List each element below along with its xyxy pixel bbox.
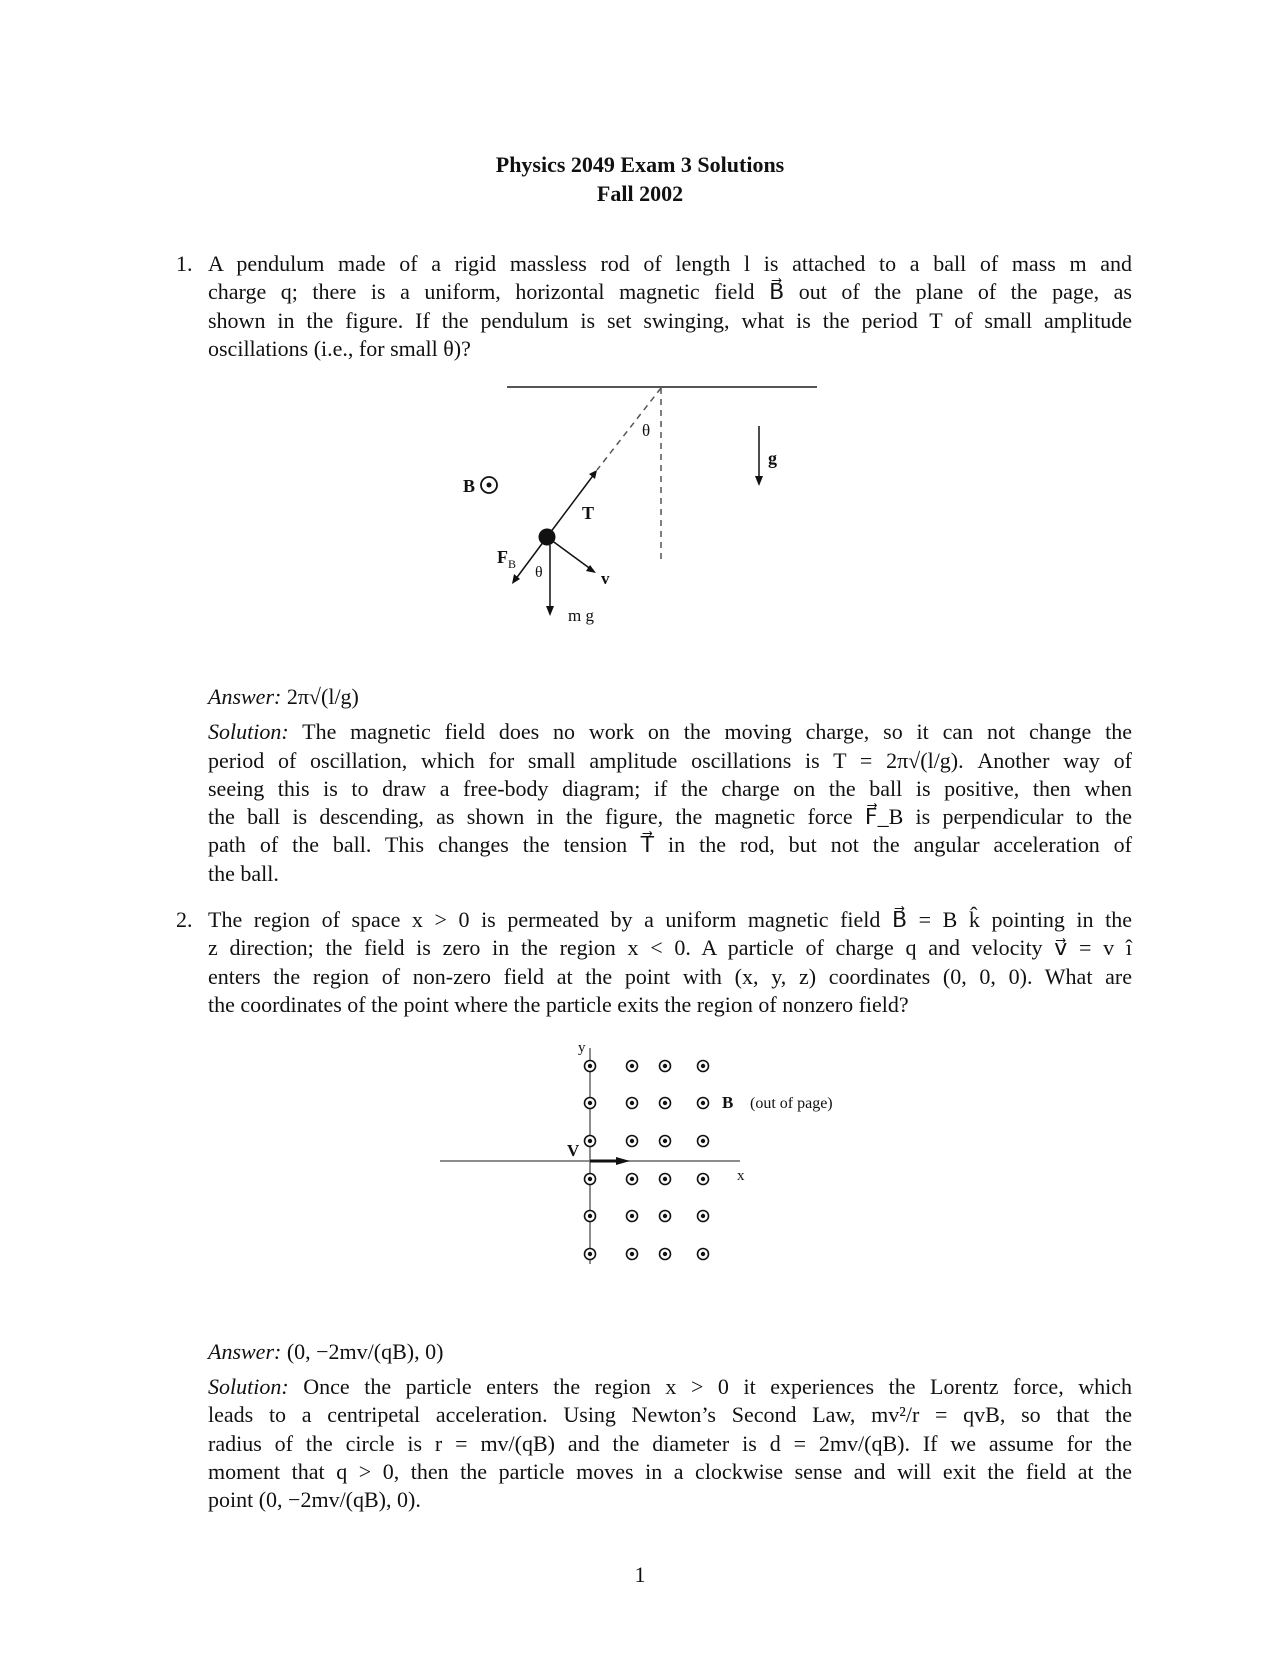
question-1-line: oscillations (i.e., for small θ)? — [208, 336, 471, 361]
field-dot — [701, 1101, 705, 1105]
field-dot — [701, 1177, 705, 1181]
weight-arrowhead — [546, 606, 554, 616]
document-term: Fall 2002 — [596, 181, 684, 206]
question-2-line: the coordinates of the point where the particle exits the region of nonzero field? — [208, 992, 909, 1017]
tension-arrowhead — [589, 470, 597, 479]
question-2-line: The region of space x > 0 is permeated by a uniform magnetic field B⃗ = B k̂ pointing in the — [208, 907, 1132, 932]
answer-1-value: 2π√(l/g) — [286, 684, 359, 709]
gravity-arrowhead — [755, 476, 763, 486]
field-dot — [630, 1064, 634, 1068]
velocity-label: V — [567, 1141, 580, 1160]
solution-2-line: point (0, −2mv/(qB), 0). — [208, 1487, 421, 1512]
question-2-line: enters the region of non-zero field at the point with (x, y, z) coordinates (0, 0, 0). What are — [208, 964, 1132, 989]
tension-label: T — [582, 503, 595, 523]
velocity-arrowhead — [616, 1157, 630, 1165]
g-label: g — [768, 448, 777, 468]
solution-1-label: Solution: — [208, 719, 289, 744]
field-dot — [663, 1064, 667, 1068]
x-axis-label: x — [737, 1168, 745, 1184]
question-1-line: A pendulum made of a rigid massless rod of length l is attached to a ball of mass m and — [208, 251, 1132, 276]
field-dot — [588, 1252, 592, 1256]
question-2-line: z direction; the field is zero in the region x < 0. A particle of charge q and velocity v⃗ = v î — [208, 935, 1132, 960]
field-dot — [630, 1177, 634, 1181]
field-dot — [630, 1101, 634, 1105]
field-dot — [588, 1101, 592, 1105]
field-dot — [630, 1139, 634, 1143]
field-dot — [630, 1252, 634, 1256]
solution-1-line: period of oscillation, which for small amplitude oscillations is T = 2π√(l/g). Another way of — [208, 748, 1132, 773]
solution-1-line: the ball. — [208, 861, 279, 886]
field-dot — [701, 1064, 705, 1068]
solution-1-line: the ball is descending, as shown in the figure, the magnetic force F⃗_B is perpendicular to the — [208, 804, 1132, 829]
y-axis-label: y — [578, 1040, 586, 1056]
velocity-arrow — [547, 537, 592, 570]
question-1-line: shown in the figure. If the pendulum is set swinging, what is the period T of small amplitude — [208, 308, 1132, 333]
field-dot — [588, 1139, 592, 1143]
field-dot — [630, 1214, 634, 1218]
solution-2-label: Solution: — [208, 1374, 289, 1399]
question-1-number: 1. — [176, 251, 193, 276]
velocity-label: v — [601, 569, 610, 588]
solution-2-line: radius of the circle is r = mv/(qB) and the diameter is d = 2mv/(qB). If we assume for the — [208, 1431, 1132, 1456]
field-dot — [588, 1177, 592, 1181]
field-dot — [588, 1064, 592, 1068]
answer-1-label: Answer: — [208, 684, 282, 709]
field-dot — [588, 1214, 592, 1218]
question-2-number: 2. — [176, 907, 193, 932]
field-dot — [663, 1214, 667, 1218]
solution-1-line: path of the ball. This changes the tension T⃗ in the rod, but not the angular acceleration of — [208, 832, 1132, 857]
out-of-page-dot — [487, 483, 492, 488]
solution-2-text: Once the particle enters the region x > 0 it experiences the Lorentz force, which — [303, 1374, 1133, 1399]
solution-1-text: The magnetic field does no work on the moving charge, so it can not change the — [302, 719, 1132, 744]
field-label: B — [722, 1093, 734, 1112]
question-1-line: charge q; there is a uniform, horizontal magnetic field B⃗ out of the plane of the page, as — [208, 279, 1132, 304]
answer-1 — [208, 683, 1132, 711]
solution-1-line: seeing this is to draw a free-body diagram; if the charge on the ball is positive, then when — [208, 776, 1132, 801]
rod-dashed-line — [597, 388, 661, 470]
theta-label-top: θ — [642, 421, 651, 440]
solution-2-line: moment that q > 0, then the particle moves in a clockwise sense and will exit the field at the — [208, 1459, 1132, 1484]
field-dot — [663, 1101, 667, 1105]
solution-2-line — [208, 1373, 1132, 1401]
weight-label: m g — [568, 606, 594, 625]
field-note: (out of page) — [750, 1095, 833, 1112]
field-dot — [701, 1252, 705, 1256]
field-dot — [663, 1139, 667, 1143]
answer-2-label: Answer: — [208, 1339, 282, 1364]
fb-label-sub: B — [508, 557, 517, 571]
b-label: B — [463, 476, 476, 496]
theta-label-bottom: θ — [535, 564, 543, 581]
page-number: 1 — [634, 1562, 646, 1587]
field-dot — [663, 1177, 667, 1181]
solution-1-line — [208, 718, 1132, 746]
answer-2-value: (0, −2mv/(qB), 0) — [286, 1339, 444, 1364]
document-title: Physics 2049 Exam 3 Solutions — [495, 152, 785, 177]
magnetic-field-figure — [440, 1040, 833, 1264]
fb-label — [497, 547, 516, 571]
answer-2 — [208, 1338, 1132, 1366]
pendulum-figure — [463, 387, 817, 625]
solution-2-line: leads to a centripetal acceleration. Using Newton’s Second Law, mv²/r = qvB, so that the — [208, 1402, 1132, 1427]
field-dot — [663, 1252, 667, 1256]
field-dot — [701, 1139, 705, 1143]
fb-label-main: F — [497, 547, 508, 567]
field-dot — [701, 1214, 705, 1218]
